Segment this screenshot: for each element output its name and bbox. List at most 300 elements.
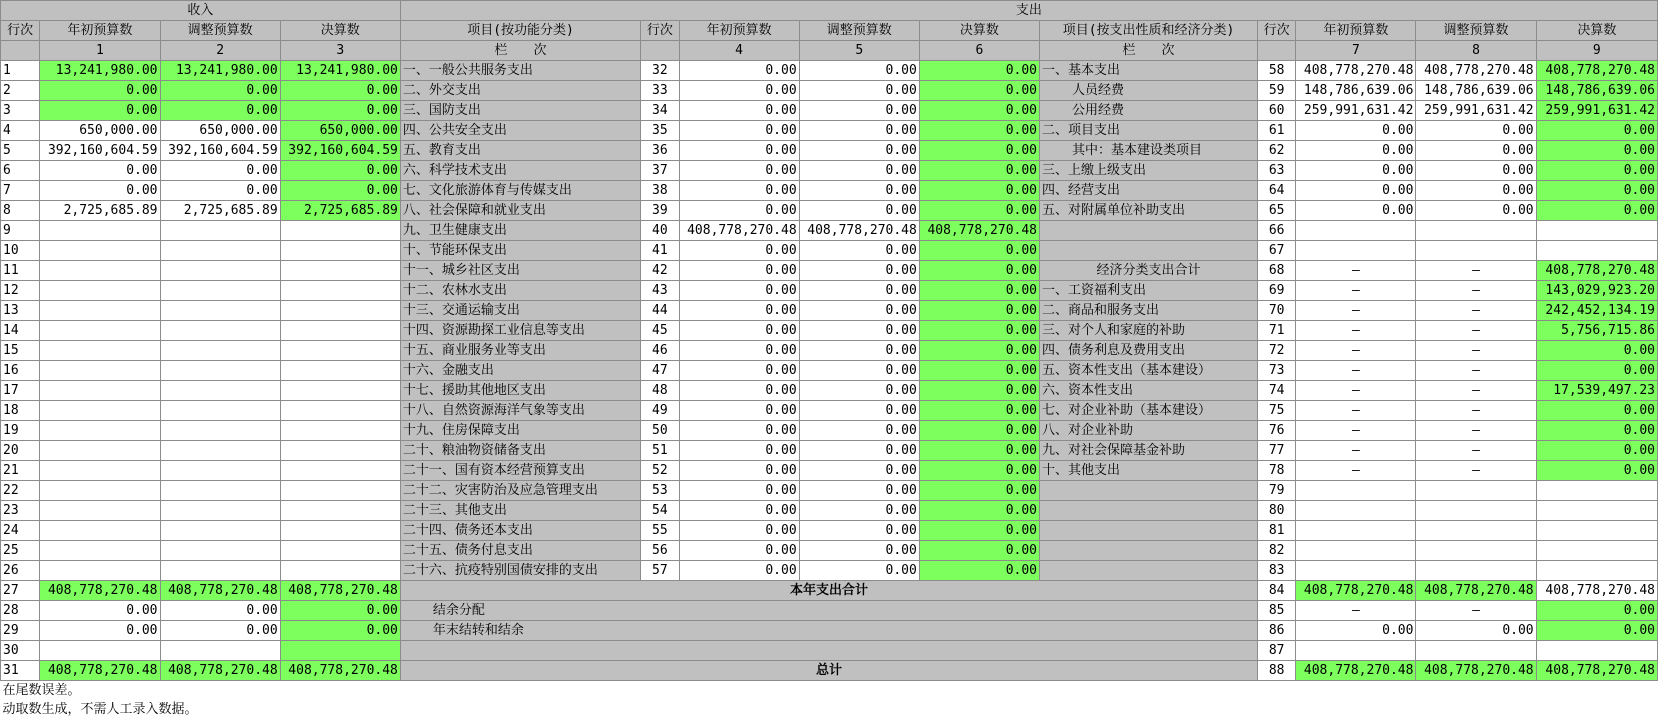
income-adjusted-cell[interactable]	[160, 561, 280, 581]
econ-row-number[interactable]: 83	[1258, 561, 1296, 581]
func-initial-cell[interactable]: 0.00	[679, 401, 799, 421]
econ-adjusted-cell[interactable]	[1416, 241, 1536, 261]
econ-row-number[interactable]: 82	[1258, 541, 1296, 561]
econ-initial-cell[interactable]	[1296, 221, 1416, 241]
econ-initial-cell[interactable]: 0.00	[1296, 161, 1416, 181]
econ-adjusted-cell[interactable]: 0.00	[1416, 201, 1536, 221]
func-item-label[interactable]: 三、国防支出	[400, 101, 640, 121]
econ-row-number[interactable]: 69	[1258, 281, 1296, 301]
econ-item-label[interactable]: 一、工资福利支出	[1040, 281, 1258, 301]
col-number[interactable]: 5	[799, 41, 919, 61]
econ-final-cell[interactable]: 408,778,270.48	[1536, 61, 1657, 81]
econ-row-number[interactable]: 73	[1258, 361, 1296, 381]
econ-final-cell[interactable]: 0.00	[1536, 401, 1657, 421]
econ-row-number[interactable]: 70	[1258, 301, 1296, 321]
income-final-cell[interactable]	[280, 301, 400, 321]
row-number[interactable]: 24	[1, 521, 40, 541]
func-initial-cell[interactable]: 0.00	[679, 361, 799, 381]
econ-adjusted-cell[interactable]: —	[1416, 421, 1536, 441]
row-number[interactable]: 3	[1, 101, 40, 121]
income-adjusted-cell[interactable]: 0.00	[160, 161, 280, 181]
econ-final-cell[interactable]: 148,786,639.06	[1536, 81, 1657, 101]
col-initial-header[interactable]: 年初预算数	[679, 21, 799, 41]
func-final-cell[interactable]: 0.00	[919, 521, 1039, 541]
func-row-number[interactable]: 36	[641, 141, 679, 161]
func-row-number[interactable]: 42	[641, 261, 679, 281]
row-number[interactable]: 5	[1, 141, 40, 161]
econ-adjusted-cell[interactable]: 408,778,270.48	[1416, 661, 1536, 681]
econ-adjusted-cell[interactable]	[1416, 221, 1536, 241]
income-adjusted-cell[interactable]	[160, 221, 280, 241]
income-adjusted-cell[interactable]: 408,778,270.48	[160, 661, 280, 681]
income-initial-cell[interactable]	[40, 461, 160, 481]
econ-final-cell[interactable]: 242,452,134.19	[1536, 301, 1657, 321]
econ-adjusted-cell[interactable]	[1416, 641, 1536, 661]
econ-initial-cell[interactable]: 0.00	[1296, 121, 1416, 141]
col-final-header[interactable]: 决算数	[1536, 21, 1657, 41]
econ-item-label[interactable]: 四、债务利息及费用支出	[1040, 341, 1258, 361]
income-initial-cell[interactable]	[40, 221, 160, 241]
econ-initial-cell[interactable]: —	[1296, 421, 1416, 441]
econ-adjusted-cell[interactable]: 408,778,270.48	[1416, 61, 1536, 81]
footnote-text[interactable]: 在尾数误差。	[2, 683, 81, 698]
income-final-cell[interactable]	[280, 381, 400, 401]
income-initial-cell[interactable]	[40, 561, 160, 581]
summary-label[interactable]: 总计	[400, 661, 1257, 681]
econ-item-label[interactable]: 七、对企业补助（基本建设）	[1040, 401, 1258, 421]
func-adjusted-cell[interactable]: 0.00	[799, 501, 919, 521]
func-final-cell[interactable]: 0.00	[919, 381, 1039, 401]
income-final-cell[interactable]	[280, 641, 400, 661]
econ-item-label[interactable]: 三、上缴上级支出	[1040, 161, 1258, 181]
func-adjusted-cell[interactable]: 0.00	[799, 161, 919, 181]
income-initial-cell[interactable]: 408,778,270.48	[40, 661, 160, 681]
footnote-text[interactable]: 动取数生成，不需人工录入数据。	[2, 702, 198, 717]
income-final-cell[interactable]	[280, 401, 400, 421]
econ-final-cell[interactable]: 0.00	[1536, 121, 1657, 141]
income-final-cell[interactable]: 0.00	[280, 621, 400, 641]
func-final-cell[interactable]: 0.00	[919, 461, 1039, 481]
econ-item-label[interactable]: 二、项目支出	[1040, 121, 1258, 141]
func-initial-cell[interactable]: 0.00	[679, 141, 799, 161]
func-adjusted-cell[interactable]: 0.00	[799, 381, 919, 401]
func-final-cell[interactable]: 0.00	[919, 81, 1039, 101]
func-final-cell[interactable]: 0.00	[919, 321, 1039, 341]
income-final-cell[interactable]: 408,778,270.48	[280, 581, 400, 601]
func-adjusted-cell[interactable]: 0.00	[799, 441, 919, 461]
income-final-cell[interactable]	[280, 361, 400, 381]
econ-adjusted-cell[interactable]	[1416, 481, 1536, 501]
col-number[interactable]: 8	[1416, 41, 1536, 61]
func-item-label[interactable]: 二十四、债务还本支出	[400, 521, 640, 541]
empty-cell[interactable]	[1258, 41, 1296, 61]
income-final-cell[interactable]: 0.00	[280, 81, 400, 101]
func-initial-cell[interactable]: 408,778,270.48	[679, 221, 799, 241]
income-adjusted-cell[interactable]	[160, 321, 280, 341]
econ-row-number[interactable]: 59	[1258, 81, 1296, 101]
col-final-header[interactable]: 决算数	[919, 21, 1039, 41]
income-initial-cell[interactable]	[40, 241, 160, 261]
row-number[interactable]: 25	[1, 541, 40, 561]
econ-initial-cell[interactable]	[1296, 501, 1416, 521]
func-initial-cell[interactable]: 0.00	[679, 421, 799, 441]
income-initial-cell[interactable]	[40, 281, 160, 301]
econ-item-label[interactable]: 八、对企业补助	[1040, 421, 1258, 441]
col-initial-header[interactable]: 年初预算数	[1296, 21, 1416, 41]
row-number[interactable]: 28	[1, 601, 40, 621]
func-adjusted-cell[interactable]: 0.00	[799, 401, 919, 421]
row-number[interactable]: 30	[1, 641, 40, 661]
income-initial-cell[interactable]	[40, 541, 160, 561]
col-initial-header[interactable]: 年初预算数	[40, 21, 160, 41]
income-final-cell[interactable]: 0.00	[280, 161, 400, 181]
econ-row-number[interactable]: 88	[1258, 661, 1296, 681]
col-row-header[interactable]: 行次	[641, 21, 679, 41]
income-final-cell[interactable]: 392,160,604.59	[280, 141, 400, 161]
econ-adjusted-cell[interactable]: —	[1416, 401, 1536, 421]
func-row-number[interactable]: 33	[641, 81, 679, 101]
econ-adjusted-cell[interactable]: 0.00	[1416, 161, 1536, 181]
func-initial-cell[interactable]: 0.00	[679, 201, 799, 221]
row-number[interactable]: 22	[1, 481, 40, 501]
func-item-label[interactable]: 十六、金融支出	[400, 361, 640, 381]
econ-adjusted-cell[interactable]	[1416, 541, 1536, 561]
func-final-cell[interactable]: 0.00	[919, 181, 1039, 201]
econ-initial-cell[interactable]: —	[1296, 261, 1416, 281]
econ-row-number[interactable]: 64	[1258, 181, 1296, 201]
econ-initial-cell[interactable]	[1296, 641, 1416, 661]
econ-initial-cell[interactable]: 0.00	[1296, 621, 1416, 641]
func-final-cell[interactable]: 0.00	[919, 481, 1039, 501]
income-initial-cell[interactable]	[40, 381, 160, 401]
income-initial-cell[interactable]: 0.00	[40, 161, 160, 181]
econ-final-cell[interactable]	[1536, 561, 1657, 581]
econ-adjusted-cell[interactable]: 259,991,631.42	[1416, 101, 1536, 121]
col-number[interactable]: 9	[1536, 41, 1657, 61]
econ-row-number[interactable]: 78	[1258, 461, 1296, 481]
econ-adjusted-cell[interactable]: —	[1416, 341, 1536, 361]
econ-final-cell[interactable]: 0.00	[1536, 421, 1657, 441]
income-adjusted-cell[interactable]	[160, 461, 280, 481]
func-initial-cell[interactable]: 0.00	[679, 441, 799, 461]
func-row-number[interactable]: 46	[641, 341, 679, 361]
income-final-cell[interactable]	[280, 501, 400, 521]
func-initial-cell[interactable]: 0.00	[679, 341, 799, 361]
func-final-cell[interactable]: 0.00	[919, 401, 1039, 421]
econ-initial-cell[interactable]: —	[1296, 461, 1416, 481]
econ-item-label[interactable]	[1040, 221, 1258, 241]
func-initial-cell[interactable]: 0.00	[679, 161, 799, 181]
income-initial-cell[interactable]: 392,160,604.59	[40, 141, 160, 161]
func-row-number[interactable]: 50	[641, 421, 679, 441]
econ-initial-cell[interactable]: —	[1296, 301, 1416, 321]
func-final-cell[interactable]: 0.00	[919, 561, 1039, 581]
econ-item-label[interactable]: 一、基本支出	[1040, 61, 1258, 81]
func-item-label[interactable]: 七、文化旅游体育与传媒支出	[400, 181, 640, 201]
econ-item-label[interactable]: 九、对社会保障基金补助	[1040, 441, 1258, 461]
col-row-header[interactable]: 行次	[1258, 21, 1296, 41]
func-item-label[interactable]: 十八、自然资源海洋气象等支出	[400, 401, 640, 421]
func-adjusted-cell[interactable]: 0.00	[799, 141, 919, 161]
func-item-label[interactable]: 十四、资源勘探工业信息等支出	[400, 321, 640, 341]
income-adjusted-cell[interactable]	[160, 481, 280, 501]
econ-adjusted-cell[interactable]	[1416, 561, 1536, 581]
func-initial-cell[interactable]: 0.00	[679, 61, 799, 81]
econ-row-number[interactable]: 84	[1258, 581, 1296, 601]
func-item-label[interactable]: 二、外交支出	[400, 81, 640, 101]
econ-row-number[interactable]: 75	[1258, 401, 1296, 421]
econ-final-cell[interactable]: 0.00	[1536, 161, 1657, 181]
econ-initial-cell[interactable]	[1296, 241, 1416, 261]
row-number[interactable]: 23	[1, 501, 40, 521]
func-initial-cell[interactable]: 0.00	[679, 261, 799, 281]
econ-adjusted-cell[interactable]: —	[1416, 461, 1536, 481]
func-row-number[interactable]: 57	[641, 561, 679, 581]
col-adjusted-header[interactable]: 调整预算数	[799, 21, 919, 41]
row-number[interactable]: 8	[1, 201, 40, 221]
func-item-label[interactable]: 八、社会保障和就业支出	[400, 201, 640, 221]
func-final-cell[interactable]: 0.00	[919, 241, 1039, 261]
func-adjusted-cell[interactable]: 0.00	[799, 421, 919, 441]
econ-initial-cell[interactable]: 0.00	[1296, 201, 1416, 221]
income-initial-cell[interactable]: 2,725,685.89	[40, 201, 160, 221]
income-initial-cell[interactable]	[40, 261, 160, 281]
func-adjusted-cell[interactable]: 0.00	[799, 81, 919, 101]
econ-initial-cell[interactable]	[1296, 521, 1416, 541]
row-number[interactable]: 26	[1, 561, 40, 581]
func-row-number[interactable]: 39	[641, 201, 679, 221]
income-initial-cell[interactable]: 0.00	[40, 181, 160, 201]
func-final-cell[interactable]: 0.00	[919, 121, 1039, 141]
func-row-number[interactable]: 49	[641, 401, 679, 421]
func-final-cell[interactable]: 0.00	[919, 361, 1039, 381]
func-initial-cell[interactable]: 0.00	[679, 321, 799, 341]
income-adjusted-cell[interactable]: 0.00	[160, 621, 280, 641]
func-adjusted-cell[interactable]: 0.00	[799, 481, 919, 501]
econ-item-label[interactable]: 三、对个人和家庭的补助	[1040, 321, 1258, 341]
func-item-label[interactable]: 二十一、国有资本经营预算支出	[400, 461, 640, 481]
income-final-cell[interactable]: 0.00	[280, 181, 400, 201]
func-row-number[interactable]: 35	[641, 121, 679, 141]
row-number[interactable]: 1	[1, 61, 40, 81]
func-row-number[interactable]: 34	[641, 101, 679, 121]
row-number[interactable]: 18	[1, 401, 40, 421]
row-number[interactable]: 9	[1, 221, 40, 241]
func-adjusted-cell[interactable]: 0.00	[799, 301, 919, 321]
econ-initial-cell[interactable]: 148,786,639.06	[1296, 81, 1416, 101]
econ-final-cell[interactable]	[1536, 241, 1657, 261]
econ-item-label[interactable]: 六、资本性支出	[1040, 381, 1258, 401]
func-row-number[interactable]: 54	[641, 501, 679, 521]
func-adjusted-cell[interactable]: 0.00	[799, 561, 919, 581]
income-adjusted-cell[interactable]: 0.00	[160, 81, 280, 101]
row-number[interactable]: 12	[1, 281, 40, 301]
income-adjusted-cell[interactable]	[160, 261, 280, 281]
econ-adjusted-cell[interactable]: 0.00	[1416, 141, 1536, 161]
econ-adjusted-cell[interactable]: —	[1416, 261, 1536, 281]
func-initial-cell[interactable]: 0.00	[679, 521, 799, 541]
income-final-cell[interactable]	[280, 261, 400, 281]
econ-final-cell[interactable]: 408,778,270.48	[1536, 661, 1657, 681]
econ-initial-cell[interactable]	[1296, 541, 1416, 561]
func-item-label[interactable]: 二十六、抗疫特别国债安排的支出	[400, 561, 640, 581]
income-adjusted-cell[interactable]	[160, 301, 280, 321]
func-item-label[interactable]: 一、一般公共服务支出	[400, 61, 640, 81]
func-final-cell[interactable]: 0.00	[919, 201, 1039, 221]
func-final-cell[interactable]: 0.00	[919, 341, 1039, 361]
income-final-cell[interactable]	[280, 341, 400, 361]
econ-initial-cell[interactable]: 0.00	[1296, 181, 1416, 201]
income-final-cell[interactable]	[280, 241, 400, 261]
func-adjusted-cell[interactable]: 0.00	[799, 181, 919, 201]
econ-row-number[interactable]: 65	[1258, 201, 1296, 221]
income-adjusted-cell[interactable]	[160, 521, 280, 541]
row-number[interactable]: 31	[1, 661, 40, 681]
func-adjusted-cell[interactable]: 0.00	[799, 261, 919, 281]
func-row-number[interactable]: 53	[641, 481, 679, 501]
func-row-number[interactable]: 37	[641, 161, 679, 181]
econ-item-label[interactable]: 公用经费	[1040, 101, 1258, 121]
row-number[interactable]: 29	[1, 621, 40, 641]
func-row-number[interactable]: 45	[641, 321, 679, 341]
income-final-cell[interactable]	[280, 481, 400, 501]
func-row-number[interactable]: 32	[641, 61, 679, 81]
row-number[interactable]: 15	[1, 341, 40, 361]
col-row-header[interactable]: 行次	[1, 21, 40, 41]
econ-item-label[interactable]: 二、商品和服务支出	[1040, 301, 1258, 321]
func-final-cell[interactable]: 0.00	[919, 501, 1039, 521]
econ-final-cell[interactable]: 0.00	[1536, 201, 1657, 221]
income-final-cell[interactable]: 650,000.00	[280, 121, 400, 141]
func-initial-cell[interactable]: 0.00	[679, 481, 799, 501]
income-adjusted-cell[interactable]	[160, 641, 280, 661]
func-adjusted-cell[interactable]: 0.00	[799, 101, 919, 121]
income-final-cell[interactable]	[280, 281, 400, 301]
income-initial-cell[interactable]	[40, 321, 160, 341]
econ-adjusted-cell[interactable]: —	[1416, 441, 1536, 461]
econ-final-cell[interactable]	[1536, 501, 1657, 521]
econ-initial-cell[interactable]: 408,778,270.48	[1296, 581, 1416, 601]
func-final-cell[interactable]: 0.00	[919, 301, 1039, 321]
income-adjusted-cell[interactable]	[160, 401, 280, 421]
econ-row-number[interactable]: 67	[1258, 241, 1296, 261]
row-number[interactable]: 10	[1, 241, 40, 261]
income-adjusted-cell[interactable]	[160, 421, 280, 441]
income-adjusted-cell[interactable]: 0.00	[160, 101, 280, 121]
func-row-number[interactable]: 56	[641, 541, 679, 561]
econ-item-label[interactable]	[1040, 521, 1258, 541]
func-adjusted-cell[interactable]: 0.00	[799, 461, 919, 481]
func-initial-cell[interactable]: 0.00	[679, 501, 799, 521]
func-adjusted-cell[interactable]: 0.00	[799, 341, 919, 361]
func-final-cell[interactable]: 0.00	[919, 261, 1039, 281]
func-initial-cell[interactable]: 0.00	[679, 121, 799, 141]
income-final-cell[interactable]	[280, 541, 400, 561]
income-adjusted-cell[interactable]	[160, 441, 280, 461]
income-adjusted-cell[interactable]	[160, 341, 280, 361]
income-initial-cell[interactable]	[40, 641, 160, 661]
income-initial-cell[interactable]: 0.00	[40, 101, 160, 121]
econ-item-label[interactable]: 人员经费	[1040, 81, 1258, 101]
income-initial-cell[interactable]: 0.00	[40, 601, 160, 621]
income-initial-cell[interactable]: 13,241,980.00	[40, 61, 160, 81]
income-final-cell[interactable]	[280, 561, 400, 581]
row-number[interactable]: 6	[1, 161, 40, 181]
row-number[interactable]: 4	[1, 121, 40, 141]
econ-row-number[interactable]: 72	[1258, 341, 1296, 361]
summary-label[interactable]: 年末结转和结余	[400, 621, 1257, 641]
econ-item-label[interactable]: 经济分类支出合计	[1040, 261, 1258, 281]
income-adjusted-cell[interactable]: 13,241,980.00	[160, 61, 280, 81]
income-final-cell[interactable]	[280, 441, 400, 461]
income-final-cell[interactable]	[280, 521, 400, 541]
income-adjusted-cell[interactable]	[160, 501, 280, 521]
econ-final-cell[interactable]: 259,991,631.42	[1536, 101, 1657, 121]
summary-label[interactable]	[400, 641, 1257, 661]
econ-final-cell[interactable]	[1536, 641, 1657, 661]
row-number[interactable]: 16	[1, 361, 40, 381]
econ-row-number[interactable]: 62	[1258, 141, 1296, 161]
row-number[interactable]: 19	[1, 421, 40, 441]
income-final-cell[interactable]: 2,725,685.89	[280, 201, 400, 221]
func-adjusted-cell[interactable]: 0.00	[799, 61, 919, 81]
income-adjusted-cell[interactable]: 408,778,270.48	[160, 581, 280, 601]
func-item-label[interactable]: 十二、农林水支出	[400, 281, 640, 301]
func-row-number[interactable]: 51	[641, 441, 679, 461]
expense-header[interactable]: 支出	[400, 1, 1657, 21]
econ-final-cell[interactable]: 408,778,270.48	[1536, 261, 1657, 281]
income-initial-cell[interactable]	[40, 521, 160, 541]
econ-item-label[interactable]: 五、资本性支出（基本建设）	[1040, 361, 1258, 381]
income-adjusted-cell[interactable]	[160, 361, 280, 381]
econ-row-number[interactable]: 81	[1258, 521, 1296, 541]
econ-adjusted-cell[interactable]	[1416, 521, 1536, 541]
income-initial-cell[interactable]	[40, 441, 160, 461]
econ-item-label[interactable]	[1040, 561, 1258, 581]
func-row-number[interactable]: 47	[641, 361, 679, 381]
income-initial-cell[interactable]: 0.00	[40, 621, 160, 641]
func-initial-cell[interactable]: 0.00	[679, 381, 799, 401]
income-adjusted-cell[interactable]	[160, 281, 280, 301]
func-row-number[interactable]: 40	[641, 221, 679, 241]
func-initial-cell[interactable]: 0.00	[679, 301, 799, 321]
col-number[interactable]: 2	[160, 41, 280, 61]
econ-final-cell[interactable]: 0.00	[1536, 621, 1657, 641]
func-adjusted-cell[interactable]: 0.00	[799, 521, 919, 541]
func-adjusted-cell[interactable]: 0.00	[799, 321, 919, 341]
econ-row-number[interactable]: 79	[1258, 481, 1296, 501]
summary-label[interactable]: 本年支出合计	[400, 581, 1257, 601]
row-number[interactable]: 11	[1, 261, 40, 281]
row-number[interactable]: 13	[1, 301, 40, 321]
econ-initial-cell[interactable]: 259,991,631.42	[1296, 101, 1416, 121]
income-final-cell[interactable]	[280, 421, 400, 441]
col-number[interactable]: 6	[919, 41, 1039, 61]
econ-initial-cell[interactable]: 408,778,270.48	[1296, 61, 1416, 81]
econ-final-cell[interactable]: 0.00	[1536, 441, 1657, 461]
col-number[interactable]: 7	[1296, 41, 1416, 61]
empty-cell[interactable]	[641, 41, 679, 61]
col-adjusted-header[interactable]: 调整预算数	[160, 21, 280, 41]
econ-item-label[interactable]: 十、其他支出	[1040, 461, 1258, 481]
econ-row-number[interactable]: 87	[1258, 641, 1296, 661]
func-item-label[interactable]: 十七、援助其他地区支出	[400, 381, 640, 401]
econ-row-number[interactable]: 85	[1258, 601, 1296, 621]
income-final-cell[interactable]	[280, 221, 400, 241]
income-initial-cell[interactable]	[40, 421, 160, 441]
econ-initial-cell[interactable]: —	[1296, 601, 1416, 621]
income-adjusted-cell[interactable]: 0.00	[160, 181, 280, 201]
